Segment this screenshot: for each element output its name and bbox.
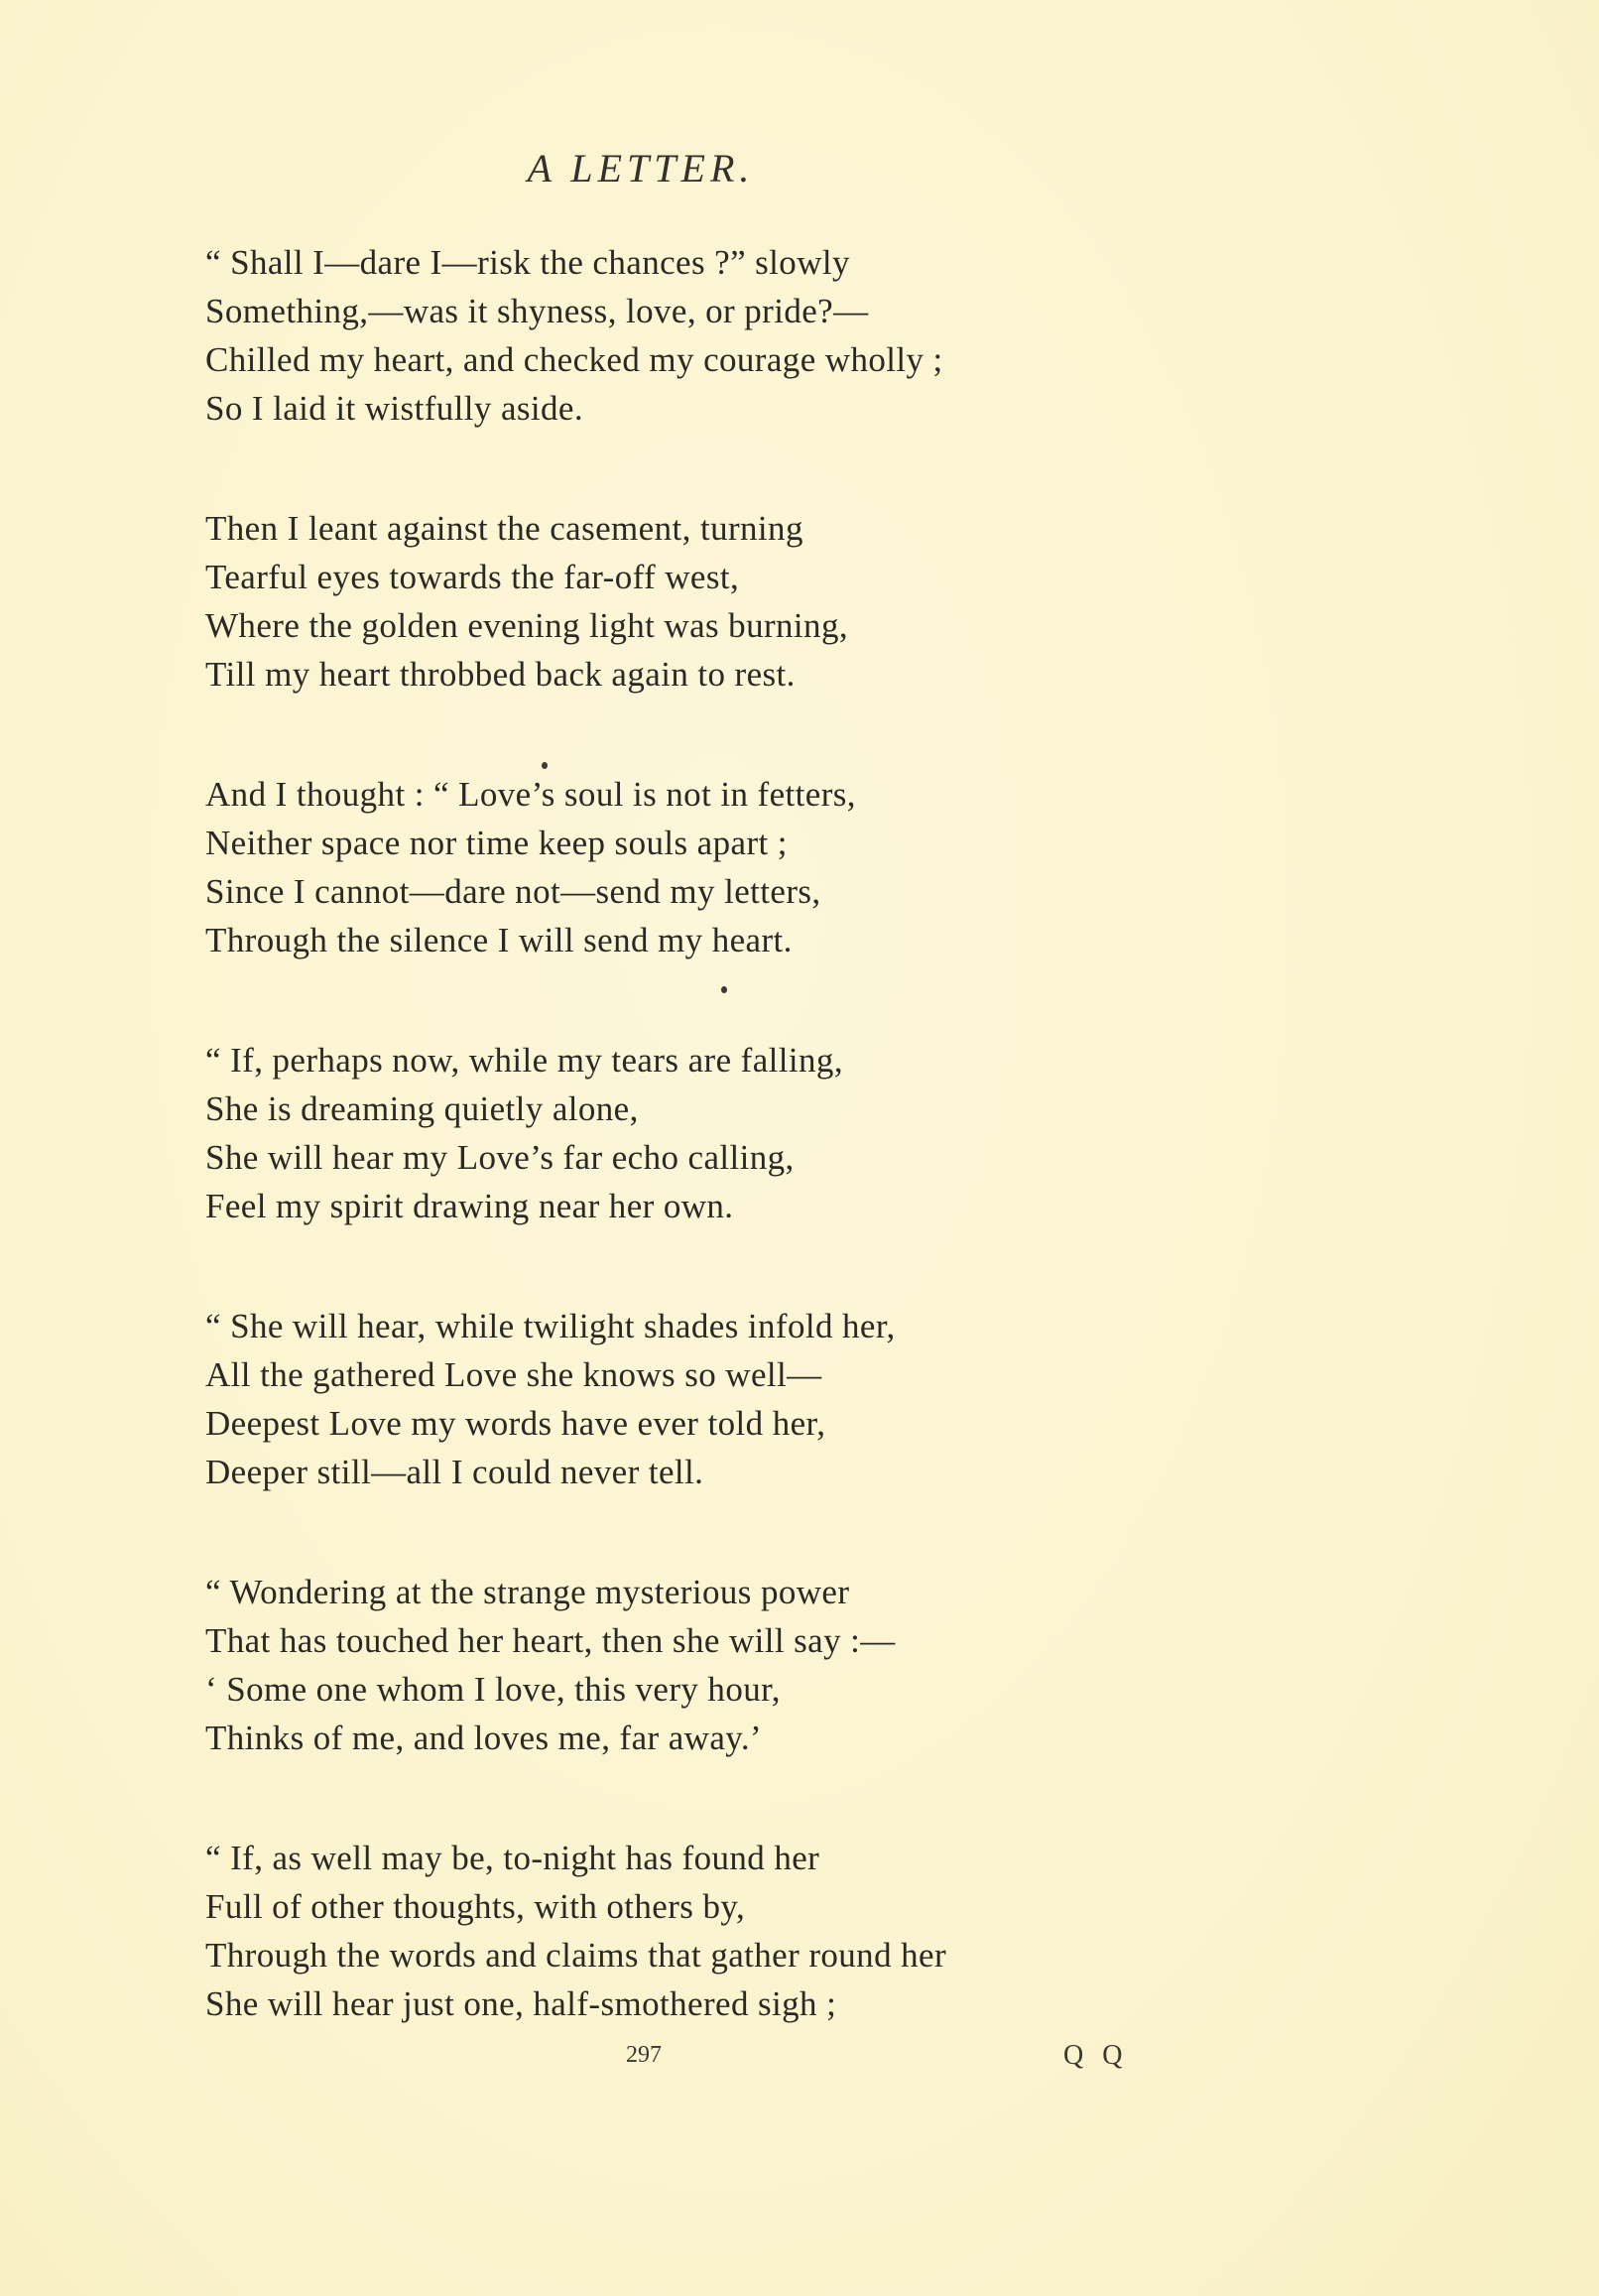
poem-line: Where the golden evening light was burning, [205,606,849,645]
poem-line: She is dreaming quietly alone, [205,1089,639,1128]
poem-line: “ If, as well may be, to-night has found her [205,1839,820,1877]
stanza-1 [205,238,1197,504]
poem-line: “ Shall I—dare I—risk the chances ?” slowly [205,243,850,282]
poem-line: Thinks of me, and loves me, far away.’ [205,1719,763,1757]
stanza-4 [205,1036,1197,1302]
ink-speck [721,986,727,993]
stanza-5 [205,1302,1197,1568]
poem-line: “ She will hear, while twilight shades infold her, [205,1307,896,1345]
poem-line: Deepest Love my words have ever told her, [205,1404,826,1443]
poem-title: A LETTER. [527,146,755,191]
poem-line: Something,—was it shyness, love, or pride?— [205,292,869,330]
poem-line: So I laid it wistfully aside. [205,389,584,428]
poem-body [205,238,1197,2100]
signature-mark: Q Q [1063,2040,1129,2071]
poem-line: Then I leant against the casement, turning [205,509,803,548]
poem-line: She will hear just one, half-smothered sigh ; [205,1984,837,2023]
poem-line: “ If, perhaps now, while my tears are falling, [205,1041,843,1080]
poem-line: Since I cannot—dare not—send my letters, [205,872,821,911]
poem-line: ‘ Some one whom I love, this very hour, [205,1670,781,1709]
poem-line: And I thought : “ Love’s soul is not in fetters, [205,775,856,814]
poem-line: “ Wondering at the strange mysterious power [205,1573,850,1611]
poem-line: Chilled my heart, and checked my courage wholly ; [205,340,943,379]
page-number: 297 [626,2042,662,2068]
poem-line: Full of other thoughts, with others by, [205,1887,746,1926]
poem-line: All the gathered Love she knows so well— [205,1355,822,1394]
poem-line: Neither space nor time keep souls apart ; [205,824,788,862]
poem-line: She will hear my Love’s far echo calling, [205,1138,795,1177]
poem-line: Feel my spirit drawing near her own. [205,1187,734,1225]
ink-speck [542,762,548,769]
poem-line: Till my heart throbbed back again to rest. [205,655,796,694]
stanza-2 [205,504,1197,770]
poem-line: That has touched her heart, then she will say :— [205,1621,896,1660]
poem-line: Deeper still—all I could never tell. [205,1453,704,1491]
stanza-6 [205,1568,1197,1834]
stanza-3 [205,770,1197,1036]
poem-line: Tearful eyes towards the far-off west, [205,558,740,596]
poem-line: Through the words and claims that gather round her [205,1936,947,1975]
poem-line: Through the silence I will send my heart. [205,921,793,959]
stanza-7 [205,1834,1197,2100]
